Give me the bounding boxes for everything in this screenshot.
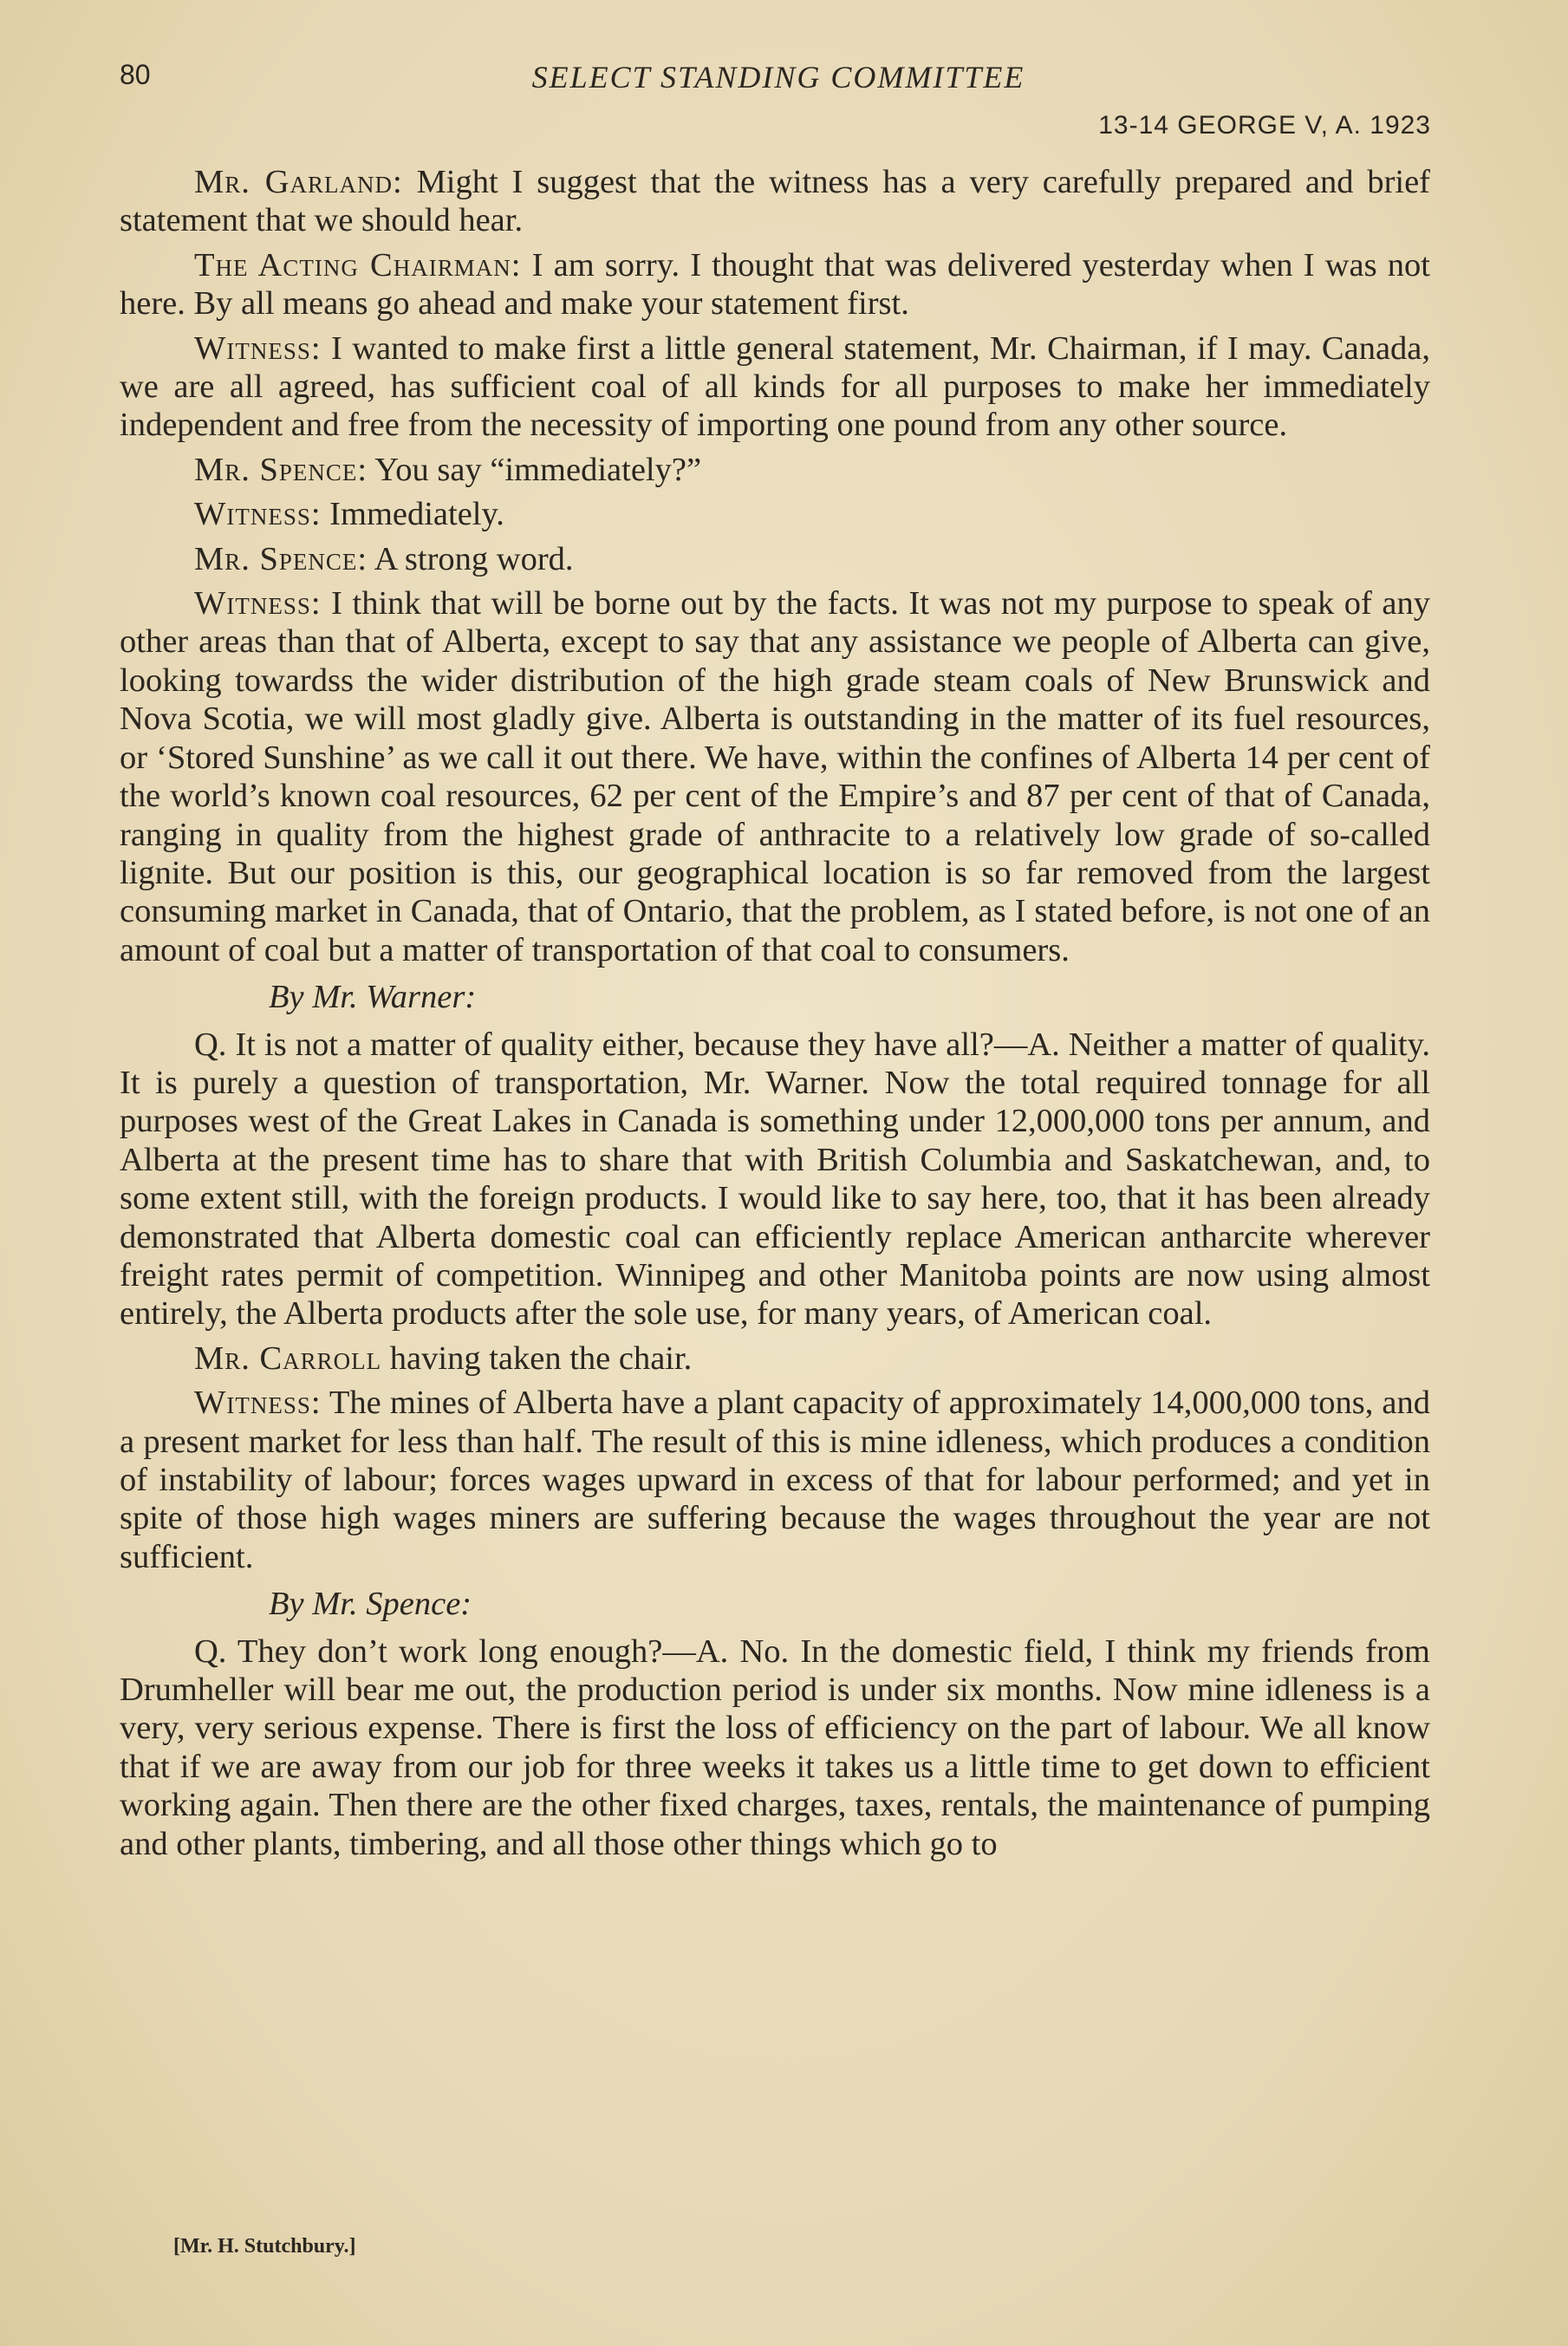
session-reference: 13-14 GEORGE V, A. 1923 <box>1098 111 1431 140</box>
witness-footnote: [Mr. H. Stutchbury.] <box>173 2235 356 2258</box>
paragraph <box>120 1339 1430 1378</box>
speaker-label: Witness: <box>194 329 322 367</box>
examiner-byline: By Mr. Spence: <box>269 1586 472 1623</box>
speaker-label: Mr. Carroll <box>194 1339 382 1377</box>
paragraph-text: Immediately. <box>321 496 504 533</box>
paragraph <box>120 246 1430 323</box>
speaker-label: Witness: <box>194 585 322 622</box>
speaker-label: Witness: <box>194 1385 322 1422</box>
paragraph <box>120 451 1430 489</box>
speaker-label: Mr. Garland: <box>194 164 403 200</box>
examiner-byline: By Mr. Warner: <box>269 979 477 1016</box>
paragraph <box>120 584 1430 969</box>
speaker-label: Witness: <box>194 496 322 533</box>
paragraph-text: Q. It is not a matter of quality either, because they have all?—A. Neither a matter of quality. It is purely a question of transportation, Mr. Warner. Now the total required tonnage for all purposes west of the Great Lakes in Canada is something under 12,000,000 tons per annum, and Alberta at the present time has to share that with British Columbia and Saskatchewan, and, to some extent still, with the foreign products. I would like to say here, too, that it has been already demonstrated that Alberta domestic coal can efficiently replace American antharcite wherever freight rates permit of competition. Winnipeg and other Manitoba points are now using almost entirely, the Alberta products after the sole use, for many years, of American coal. <box>120 1026 1430 1333</box>
paragraph-text: I am sorry. I thought that was delivered yesterday when I was not here. By all means go ahead and make your statement first. <box>120 246 1430 323</box>
paragraph-text: Might I suggest that the witness has a very carefully prepared and brief statement that we should hear. <box>120 164 1430 239</box>
paragraph <box>120 495 1430 533</box>
paragraph-text: having taken the chair. <box>381 1339 693 1377</box>
paragraph <box>120 1632 1430 1863</box>
paragraph <box>120 1026 1430 1333</box>
paragraph <box>120 540 1430 578</box>
paragraph <box>120 1384 1430 1576</box>
paragraph-text: I wanted to make first a little general statement, Mr. Chairman, if I may. Canada, we are all agreed, has sufficient coal of all kinds for all purposes to make her immediately independent and free from the necessity of importing one pound from any other source. <box>120 329 1430 444</box>
paragraph <box>120 163 1430 240</box>
paragraph-text: A strong word. <box>368 540 574 577</box>
paragraph-text: Q. They don’t work long enough?—A. No. In the domestic field, I think my friends from Drumheller will bear me out, the production period is under six months. Now mine idleness is a very, very serious expense. There is first the loss of efficiency on the part of labour. We all know that if we are away from our job for three weeks it takes us a little time to get down to efficient working again. Then there are the other fixed charges, taxes, rentals, the maintenance of pumping and other plants, timbering, and all those other things which go to <box>120 1632 1430 1862</box>
page-title: SELECT STANDING COMMITTEE <box>531 60 1025 94</box>
transcript-body <box>120 163 1430 1869</box>
speaker-label: Mr. Spence: <box>194 540 368 577</box>
paragraph-text: I think that will be borne out by the facts. It was not my purpose to speak of any other areas than that of Alberta, except to say that any assistance we people of Alberta can give, looking towardss the wider distribution of the high grade steam coals of New Brunswick and Nova Scotia, we will most gladly give. Alberta is outstanding in the matter of its fuel resources, or ‘Stored Sunshine’ as we call it out there. We have, within the confines of Alberta 14 per cent of the world’s known coal resources, 62 per cent of the Empire’s and 87 per cent of that of Canada, ranging in quality from the highest grade of anthracite to a relatively low grade of so-called lignite. But our position is this, our geographical location is so far removed from the largest consuming market in Canada, that of Ontario, that the problem, as I stated before, is not one of an amount of coal but a matter of transportation of that coal to consumers. <box>120 585 1430 968</box>
running-head <box>120 59 1437 102</box>
page-number: 80 <box>120 59 151 90</box>
paragraph-text: You say “immediately?” <box>368 451 702 488</box>
speaker-label: The Acting Chairman: <box>194 246 522 283</box>
paragraph-text: The mines of Alberta have a plant capacity of approximately 14,000,000 tons, and a present market for less than half. The result of this is mine idleness, which produces a condition of instability of labour; forces wages upward in excess of that for labour performed; and yet in spite of those high wages miners are suffering because the wages throughout the year are not sufficient. <box>120 1385 1430 1575</box>
speaker-label: Mr. Spence: <box>194 451 368 488</box>
paragraph <box>120 329 1430 445</box>
